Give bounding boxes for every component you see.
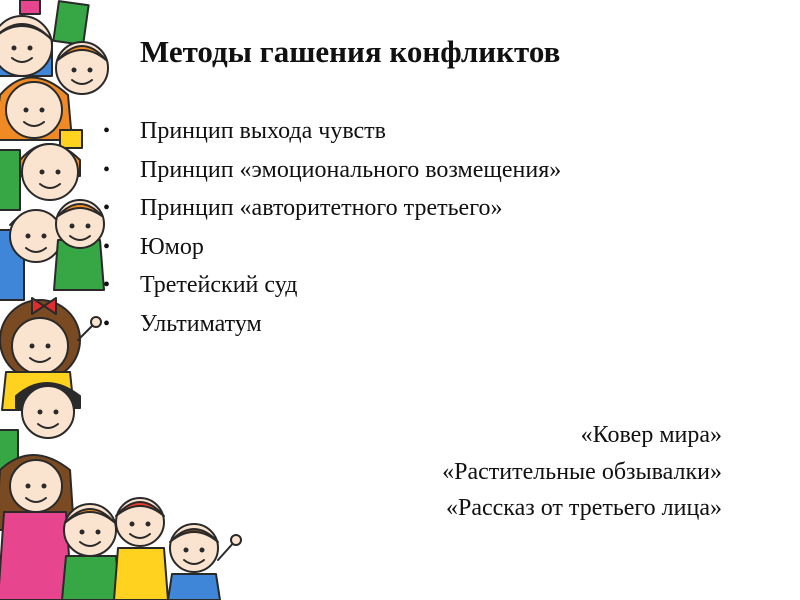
bullet-icon: • <box>103 158 111 181</box>
list-item-text: Ультиматум <box>140 310 262 337</box>
list-item-text: Третейский суд <box>140 272 298 298</box>
game-item: «Рассказ от третьего лица» <box>446 495 722 521</box>
games-list <box>442 417 722 527</box>
list-item <box>100 266 561 305</box>
list-item <box>100 228 561 267</box>
list-item <box>100 305 561 344</box>
list-item <box>100 151 561 190</box>
methods-list <box>100 112 561 343</box>
slide-title: Методы гашения конфликтов <box>140 34 561 69</box>
bullet-icon: • <box>103 274 111 296</box>
list-item-text: Принцип выхода чувств <box>140 118 386 144</box>
game-item: «Растительные обзывалки» <box>442 458 722 485</box>
list-item-text: Принцип «авторитетного третьего» <box>140 195 503 221</box>
list-item <box>100 189 561 228</box>
bullet-icon: • <box>103 120 111 142</box>
list-item-text: Принцип «эмоционального возмещения» <box>140 156 562 183</box>
list-item <box>100 112 561 151</box>
bullet-icon: • <box>103 312 111 335</box>
game-item: «Ковер мира» <box>580 422 722 448</box>
bullet-icon: • <box>103 197 111 219</box>
bullet-icon: • <box>103 235 111 258</box>
list-item-text: Юмор <box>140 233 204 260</box>
